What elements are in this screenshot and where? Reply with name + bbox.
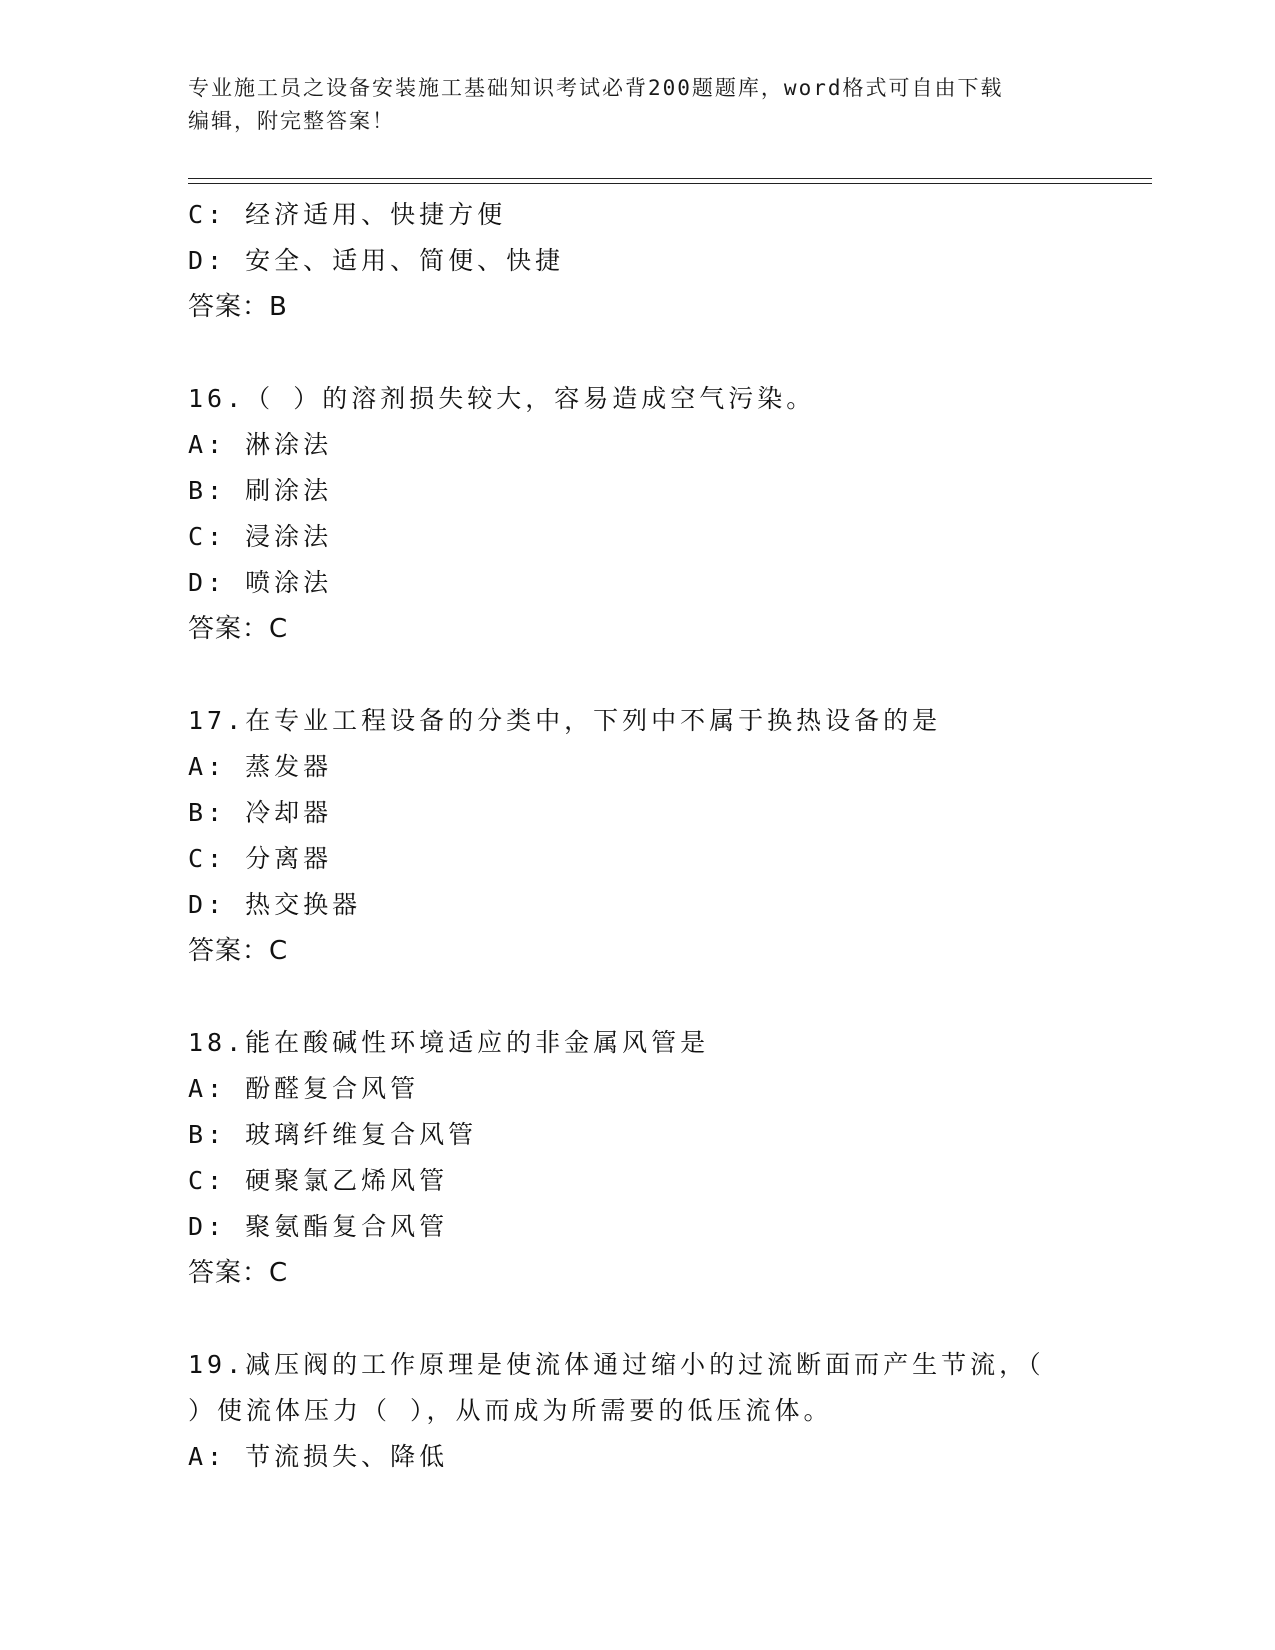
document-header xyxy=(188,72,1088,138)
option-a: A: 节流损失、降低 xyxy=(188,1442,449,1471)
spacer xyxy=(188,1296,1148,1342)
question-16 xyxy=(188,376,1148,652)
option-d: D: 安全、适用、简便、快捷 xyxy=(188,246,565,275)
spacer xyxy=(188,974,1148,1020)
header-divider-bottom xyxy=(188,183,1152,184)
option-c: C: 浸涂法 xyxy=(188,522,333,551)
question-text-line-2: ）使流体压力（ ），从而成为所需要的低压流体。 xyxy=(188,1396,833,1425)
header-title-line-1: 专业施工员之设备安装施工基础知识考试必背200题题库，word格式可自由下载 xyxy=(188,76,1004,100)
option-d: D: 聚氨酯复合风管 xyxy=(188,1212,449,1241)
option-c: C: 硬聚氯乙烯风管 xyxy=(188,1166,449,1195)
answer-line: 答案：C xyxy=(188,936,289,966)
option-a: A: 蒸发器 xyxy=(188,752,333,781)
spacer xyxy=(188,652,1148,698)
option-b: B: 冷却器 xyxy=(188,798,333,827)
question-list xyxy=(188,192,1148,1480)
option-d: D: 热交换器 xyxy=(188,890,362,919)
option-c: C: 经济适用、快捷方便 xyxy=(188,200,507,229)
question-17 xyxy=(188,698,1148,974)
question-text-line-1: 19.减压阀的工作原理是使流体通过缩小的过流断面而产生节流，（ xyxy=(188,1350,1045,1379)
header-divider-top xyxy=(188,178,1152,179)
option-a: A: 酚醛复合风管 xyxy=(188,1074,420,1103)
question-19 xyxy=(188,1342,1148,1480)
question-text: 17.在专业工程设备的分类中，下列中不属于换热设备的是 xyxy=(188,706,942,735)
question-text: 16.（ ）的溶剂损失较大，容易造成空气污染。 xyxy=(188,384,816,413)
option-a: A: 淋涂法 xyxy=(188,430,333,459)
answer-line: 答案：C xyxy=(188,614,289,644)
option-c: C: 分离器 xyxy=(188,844,333,873)
header-title-line-2: 编辑，附完整答案！ xyxy=(188,109,395,133)
question-18 xyxy=(188,1020,1148,1296)
option-b: B: 玻璃纤维复合风管 xyxy=(188,1120,478,1149)
answer-line: 答案：B xyxy=(188,292,288,322)
answer-line: 答案：C xyxy=(188,1258,289,1288)
question-text: 18.能在酸碱性环境适应的非金属风管是 xyxy=(188,1028,710,1057)
question-15-continuation xyxy=(188,192,1148,330)
option-d: D: 喷涂法 xyxy=(188,568,333,597)
option-b: B: 刷涂法 xyxy=(188,476,333,505)
spacer xyxy=(188,330,1148,376)
